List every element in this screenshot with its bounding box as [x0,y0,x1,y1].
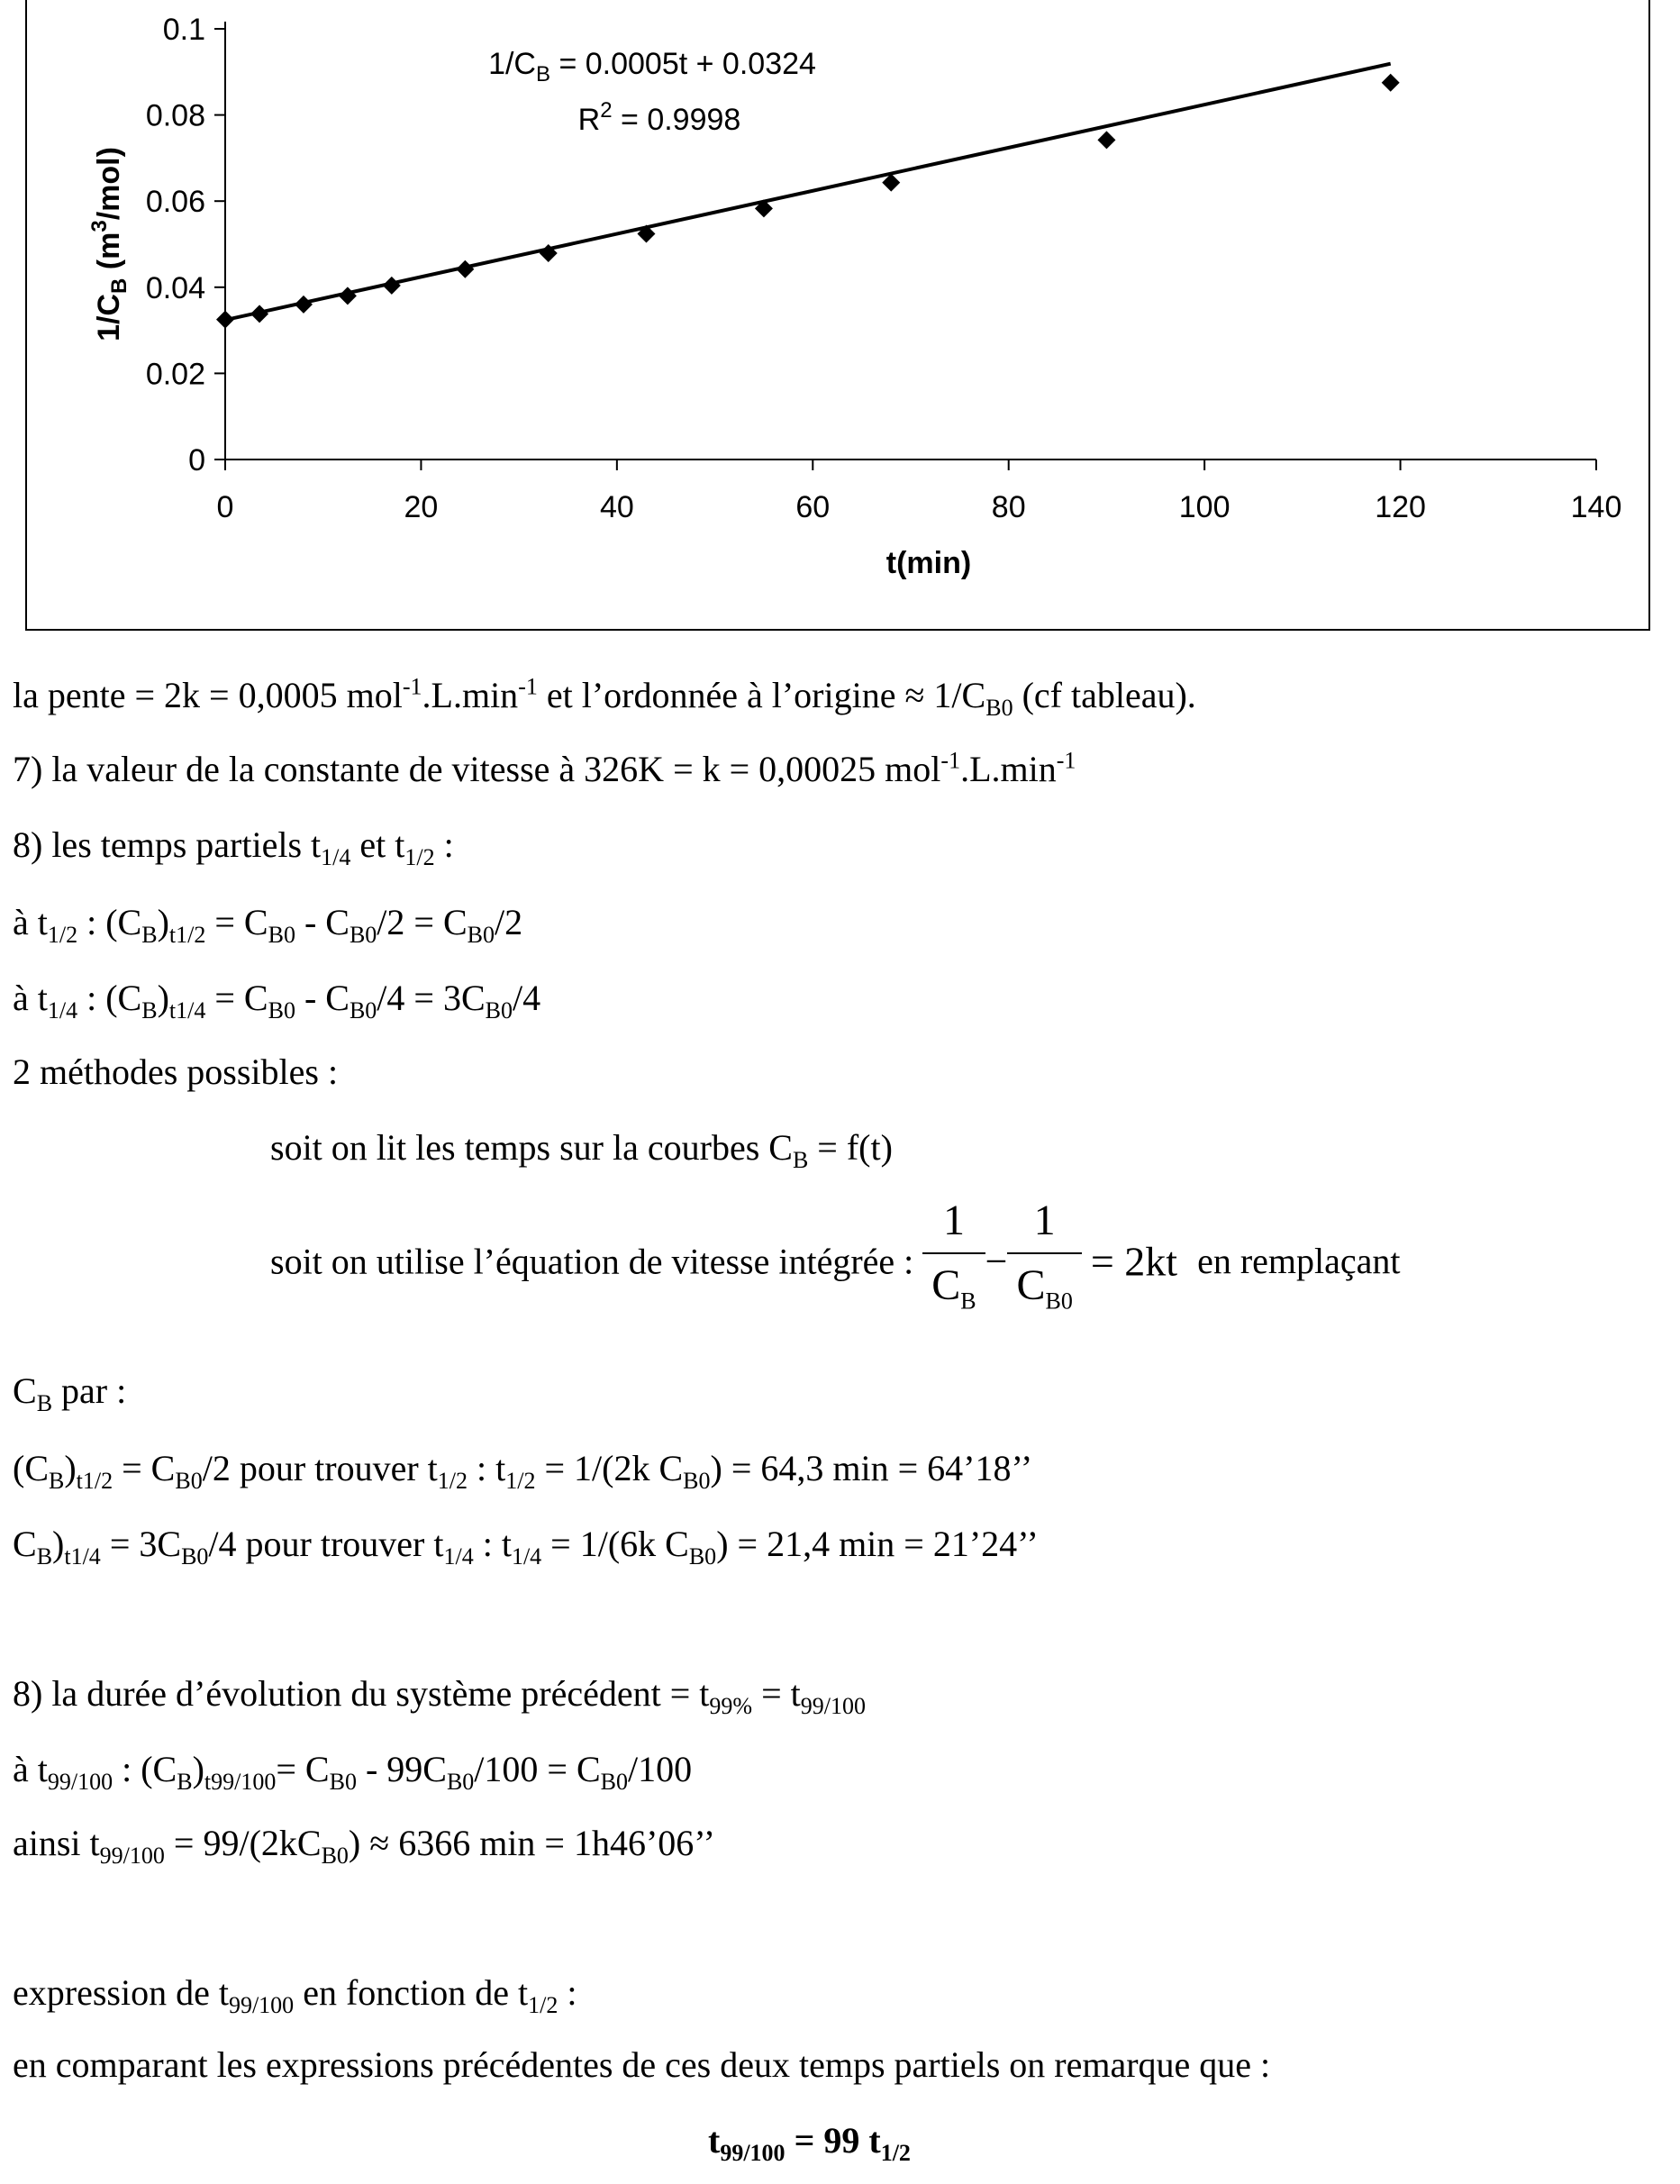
method-1: soit on lit les temps sur la courbes $C_B = f(t)$ [270,1127,893,1173]
half-time-result: $(C_B)_{t1/2} = C_{B0}/2$ pour trouver $t_{1/2}$ : $t_{1/2} = 1/(2k$ $C_{B0}) = 64,3$ min = 64’18’’ [13,1448,1033,1494]
data-point [295,296,313,314]
y-tick-label: 0.08 [145,98,205,133]
fraction-1: $\frac{1}{C_B}$ [922,1189,985,1333]
data-point [383,277,401,295]
slope-line: la pente = 2k = 0,0005 $mol^{-1}.L.\min^{-1}$ et l’ordonnée à l’origine ≈ $1/C_{B0}$ (cf tableau). [13,673,1196,721]
partial-times-heading: 8) les temps partiels $t_{1/4}$ et $t_{1/2}$ : [13,824,454,870]
y-tick-label: 0 [188,443,205,478]
x-tick-label: 0 [216,490,234,524]
replacing-line: $C_B$ par : [13,1370,127,1416]
x-tick-label: 80 [991,490,1026,524]
methods-heading: 2 méthodes possibles : [13,1051,339,1092]
y-axis-label: $1/C_B$ $(m^3/mol)$ [87,147,132,341]
x-tick-label: 100 [1178,490,1230,524]
data-point [339,287,357,305]
half-time-def: à $t_{1/2}$ : $(C_B)_{t1/2} = C_{B0} - C_{B0}/2 = C_{B0}/2$ [13,902,523,948]
t99-result: ainsi $t_{99/100} = 99/(2kC_{B0}) \approx 6366$ min = 1h46’06’’ [13,1823,715,1869]
method-2: soit on utilise l’équation de vitesse intégrée : $\frac{1}{C_B}$ − $\frac{1}{C_{B0}}$ = 2kt en remplaçant [270,1189,1401,1333]
comparison-line: en comparant les expressions précédentes de ces deux temps partiels on remarque que : [13,2044,1271,2085]
y-tick-label: 0.04 [145,270,205,305]
x-tick-label: 60 [795,490,831,524]
rate-constant-line: 7) la valeur de la constante de vitesse à 326K = k = 0,00025 $mol^{-1}.L.\min^{-1}$ [13,747,1076,789]
x-tick-label: 120 [1375,490,1426,524]
y-tick-label: 0.06 [145,185,205,220]
trendline-equation: $1/C_B = 0.0005t + 0.0324$ [488,47,816,86]
x-tick-label: 140 [1570,490,1622,524]
fraction-2: $\frac{1}{C_{B0}}$ [1007,1189,1081,1333]
x-axis-label: t(min) [885,546,972,580]
chart [27,0,1652,632]
y-tick-label: 0.02 [145,357,205,392]
evolution-duration: 8) la durée d’évolution du système précédent = $t_{99\%} = t_{99/100}$ [13,1673,866,1719]
x-tick-label: 40 [599,490,634,524]
data-point [456,260,474,278]
final-result: $t_{99/100} = 99$ $t_{1/2}$ [708,2120,911,2166]
data-point [1097,131,1115,149]
quarter-time-result: $C_B)_{t1/4} = 3C_{B0}/4$ pour trouver $t_{1/4}$ : $t_{1/4} = 1/(6k$ $C_{B0}) = 21,4$ min = 21’24’’ [13,1524,1039,1570]
chart-frame [25,0,1650,631]
r-squared: $R^2 = 0.9998$ [577,98,741,137]
data-point [1382,74,1400,92]
quarter-time-def: à $t_{1/4}$ : $(C_B)_{t1/4} = C_{B0} - C_{B0}/4 = 3C_{B0}/4$ [13,978,541,1024]
expression-heading: expression de $t_{99/100}$ en fonction de $t_{1/2}$ : [13,1972,577,2018]
t99-def: à $t_{99/100}$ : $(C_B)_{t99/100}= C_{B0} - 99C_{B0}/100 = C_{B0}/100$ [13,1749,693,1795]
trendline [225,64,1391,320]
data-point [216,311,234,329]
x-tick-label: 20 [404,490,439,524]
y-tick-label: 0.1 [162,13,205,47]
data-point [250,305,268,323]
